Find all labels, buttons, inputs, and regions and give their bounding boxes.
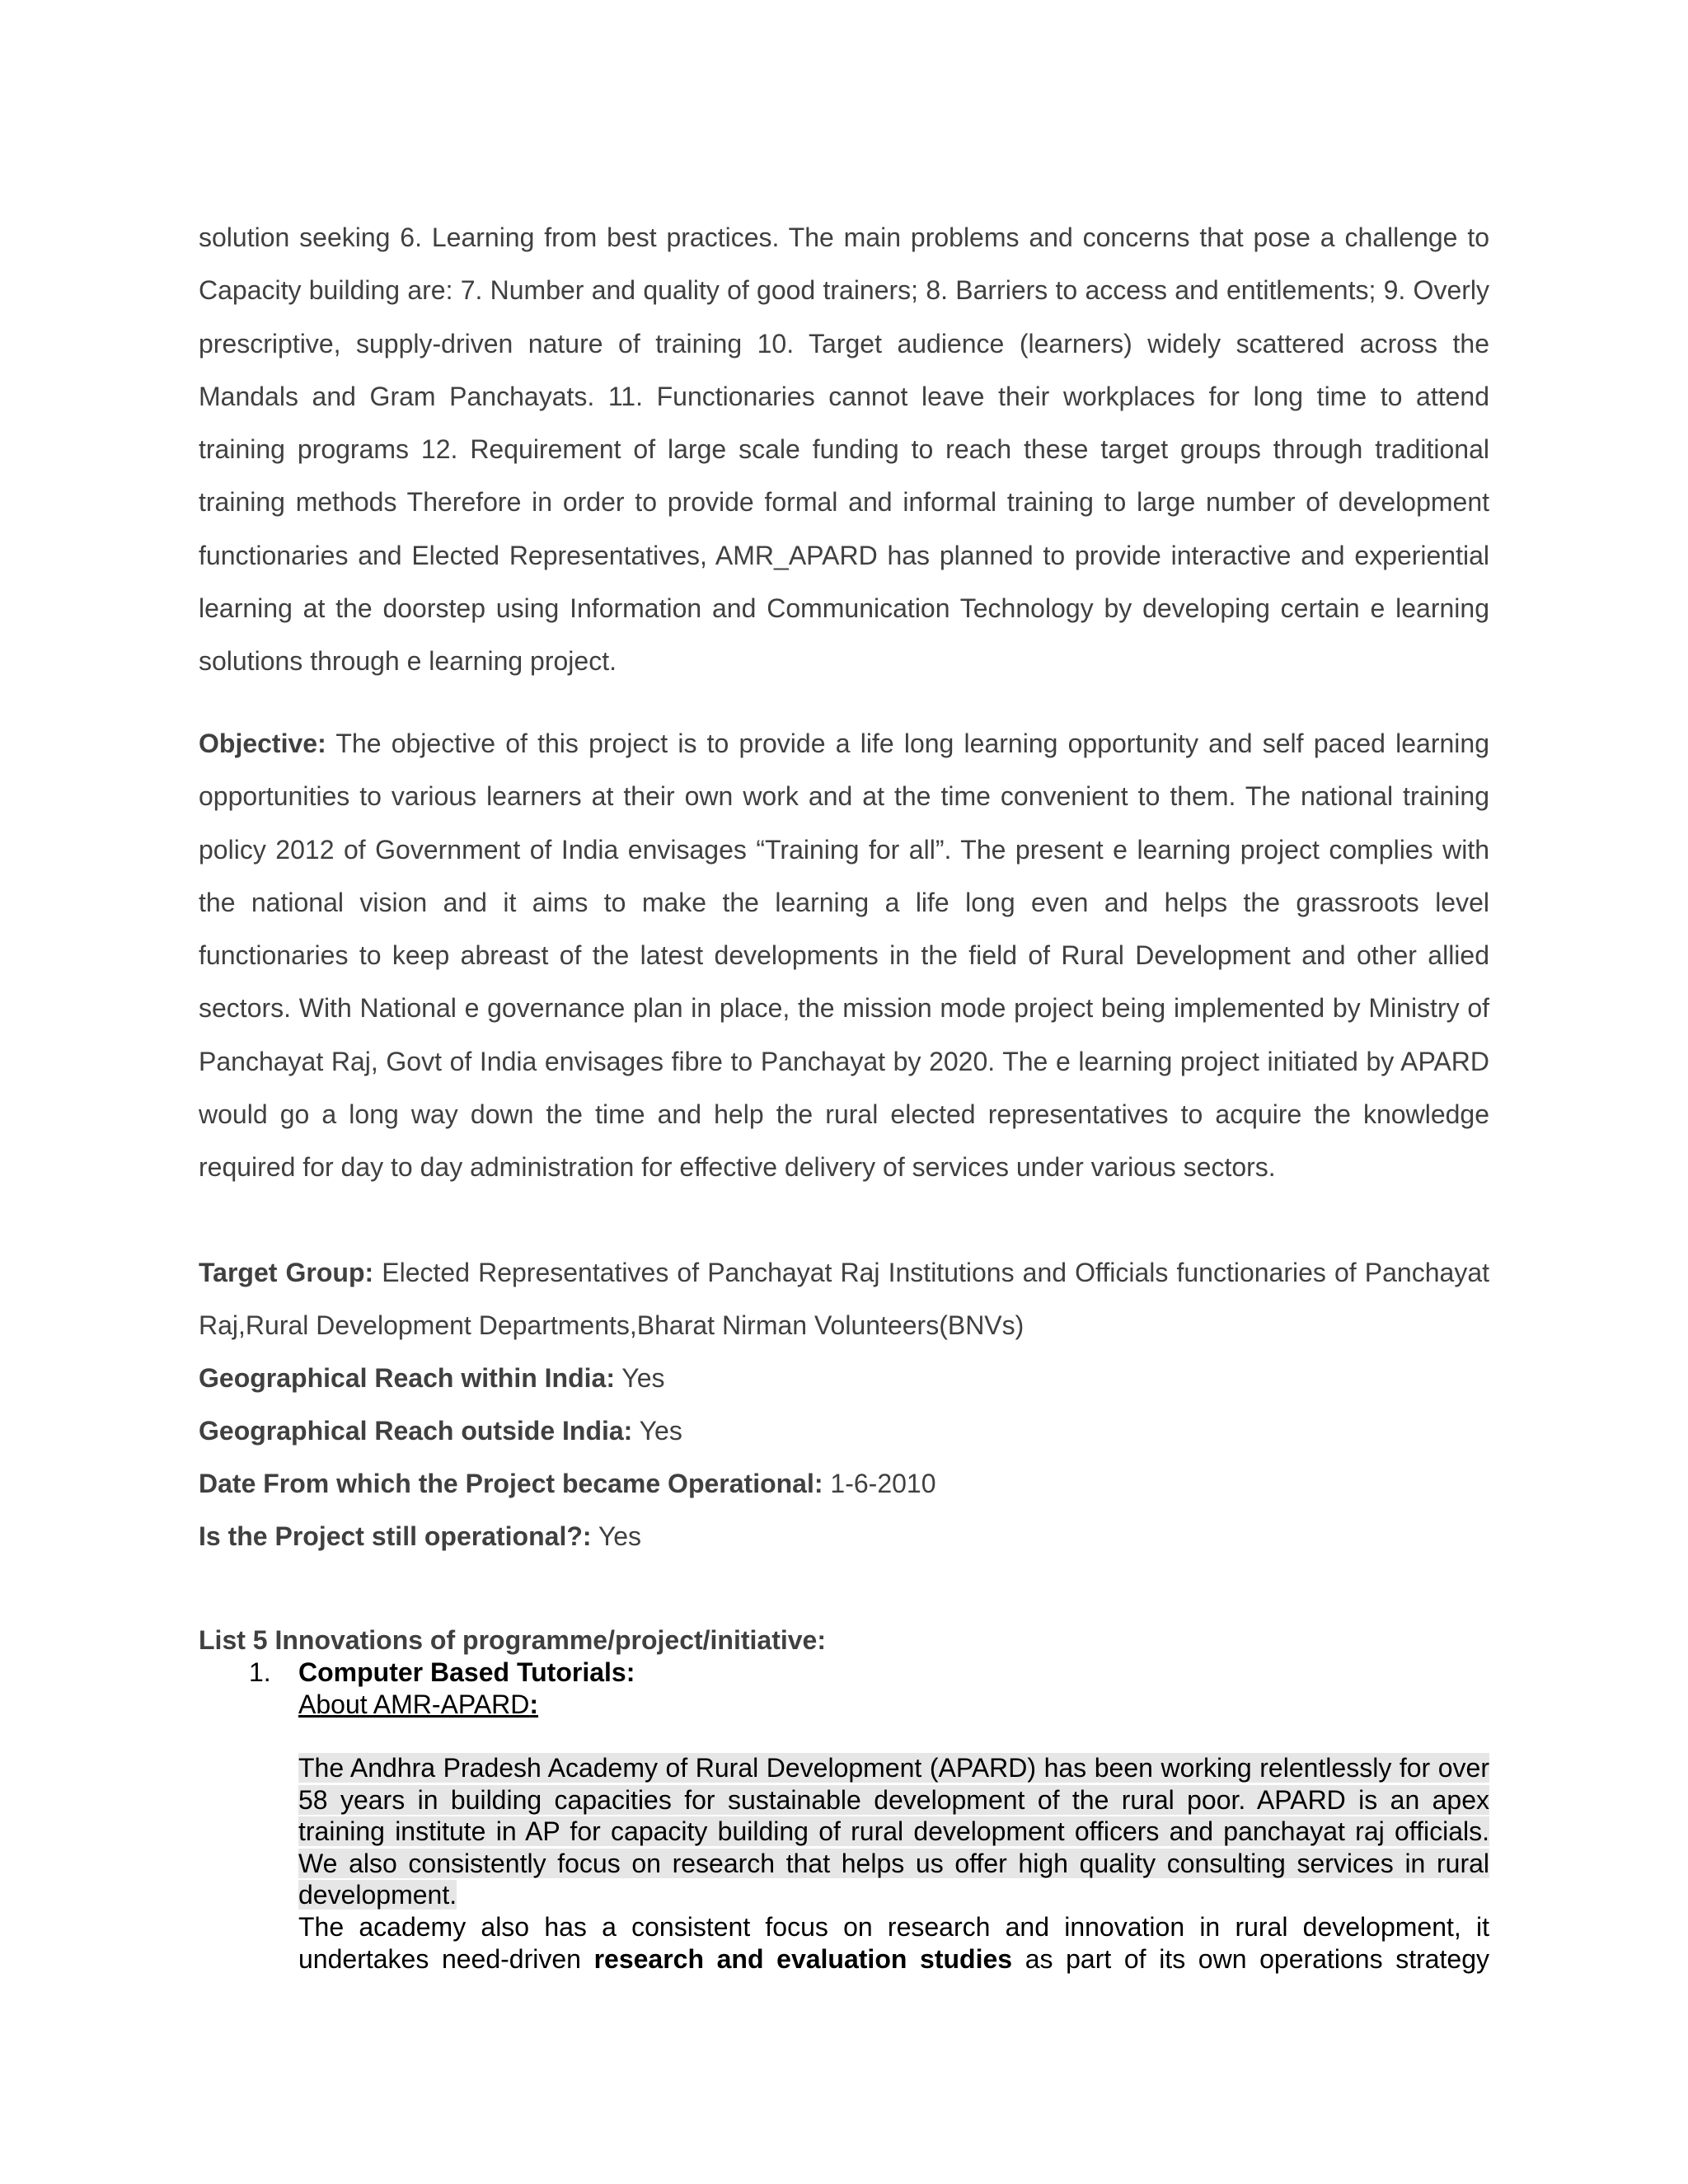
about-heading bbox=[298, 1689, 538, 1720]
date-operational-field bbox=[199, 1457, 1489, 1510]
objective-paragraph bbox=[199, 717, 1489, 1194]
academy-text-start: The academy also has a consistent focus on research and innovation in rural development, it undertakes need-driven bbox=[298, 1912, 1489, 1974]
reach-within-value: Yes bbox=[614, 1363, 665, 1393]
intro-paragraph: solution seeking 6. Learning from best practices. The main problems and concerns that pose a challenge to Capacity building are: 7. Number and quality of good trainers; 8. Barriers to access and entitlements; 9. Overly prescriptive, supply-driven nature of training 10. Target audience (learners) widely scattered across the Mandals and Gram Panchayats. 11. Functionaries cannot leave their workplaces for long time to attend training programs 12. Requirement of large scale funding to reach these target groups through traditional training methods Therefore in order to provide formal and informal training to large number of development functionaries and Elected Representatives, AMR_APARD has planned to provide interactive and experiential learning at the doorstep using Information and Communication Technology by developing certain e learning solutions through e learning project. bbox=[199, 223, 1489, 677]
academy-text-bold: research and evaluation studies bbox=[593, 1943, 1013, 1974]
academy-paragraph bbox=[298, 1911, 1489, 1975]
apard-description bbox=[298, 1752, 1489, 1911]
list-item-title: Computer Based Tutorials: bbox=[298, 1657, 635, 1687]
reach-outside-field bbox=[199, 1404, 1489, 1457]
target-group-label: Target Group: bbox=[199, 1258, 374, 1287]
objective-label: Objective: bbox=[199, 729, 326, 758]
about-colon: : bbox=[529, 1690, 539, 1719]
still-operational-label: Is the Project still operational?: bbox=[199, 1521, 592, 1551]
objective-text: The objective of this project is to provide a life long learning opportunity and self paced learning opportunities to various learners at their own work and at the time convenient to them. The national training policy 2012 of Government of India envisages “Training for all”. The present e learning project complies with the national vision and it aims to make the learning a life long even and helps the grassroots level functionaries to keep abreast of the latest developments in the field of Rural Development and other allied sectors. With National e governance plan in place, the mission mode project being implemented by Ministry of Panchayat Raj, Govt of India envisages fibre to Panchayat by 2020. The e learning project initiated by APARD would go a long way down the time and help the rural elected representatives to acquire the knowledge required for day to day administration for effective delivery of services under various sectors. bbox=[199, 729, 1489, 1183]
reach-within-field bbox=[199, 1352, 1489, 1404]
still-operational-field bbox=[199, 1510, 1489, 1563]
list-item-number: 1. bbox=[249, 1657, 271, 1687]
date-operational-label: Date From which the Project became Operational: bbox=[199, 1469, 823, 1498]
reach-outside-value: Yes bbox=[632, 1416, 682, 1446]
highlighted-text: The Andhra Pradesh Academy of Rural Development (APARD) has been working relentlessly for over 58 years in building capacities for sustainable development of the rural poor. APARD is an apex training institute in AP for capacity building of rural development officers and panchayat raj officials. We also consistently focus on research that helps us offer high quality consulting services in rural development. bbox=[298, 1753, 1489, 1910]
target-group-text: Elected Representatives of Panchayat Raj Institutions and Officials functionaries of Panchayat Raj,Rural Development Departments,Bharat Nirman Volunteers(BNVs) bbox=[199, 1258, 1489, 1341]
date-operational-value: 1-6-2010 bbox=[823, 1469, 936, 1498]
still-operational-value: Yes bbox=[591, 1521, 642, 1551]
academy-text-end: as part of its own operations strategy bbox=[1012, 1943, 1490, 1974]
about-label: About AMR-APARD bbox=[298, 1690, 530, 1719]
innovations-heading: List 5 Innovations of programme/project/initiative: bbox=[199, 1625, 826, 1655]
reach-outside-label: Geographical Reach outside India: bbox=[199, 1416, 633, 1446]
reach-within-label: Geographical Reach within India: bbox=[199, 1363, 615, 1393]
target-group-field bbox=[199, 1246, 1489, 1352]
